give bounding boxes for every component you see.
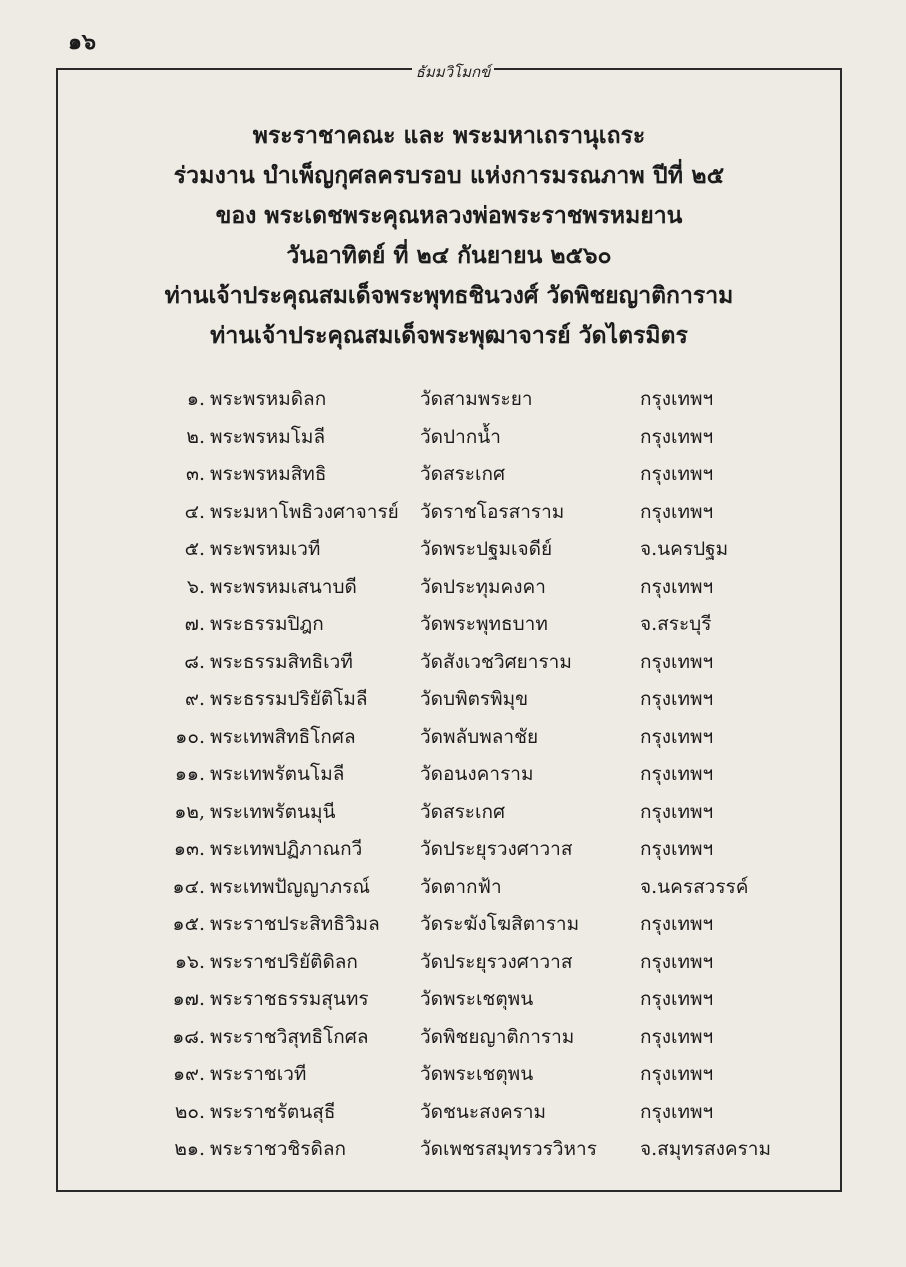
list-item-temple: วัดพระพุทธบาท bbox=[420, 613, 548, 635]
list-item-number: ๑๙. bbox=[172, 1063, 205, 1085]
list-item-temple: วัดพระเชตุพน bbox=[420, 1063, 534, 1085]
heading-block bbox=[56, 116, 842, 356]
list-item-name: พระราชรัตนสุธี bbox=[210, 1100, 336, 1123]
list-item-temple: วัดปากน้ำ bbox=[420, 425, 501, 448]
list-item-name: พระพรหมเสนาบดี bbox=[210, 575, 357, 598]
list-item-city: กรุงเทพฯ bbox=[640, 688, 714, 710]
list-item-number: ๑๑. bbox=[174, 763, 205, 785]
list-item-number: ๘. bbox=[184, 650, 205, 673]
heading-line-4: วันอาทิตย์ ที่ ๒๔ กันยายน ๒๕๖๐ bbox=[286, 242, 612, 269]
list-item-number: ๙. bbox=[185, 688, 205, 710]
list-item-temple: วัดเพชรสมุทรวรวิหาร bbox=[420, 1138, 597, 1160]
list-item-name: พระราชปริยัติดิลก bbox=[210, 950, 358, 973]
list-item-city: จ.นครปฐม bbox=[640, 538, 729, 560]
list-item-name: พระเทพรัตนมุนี bbox=[210, 800, 336, 823]
list-item-temple: วัดสระเกศ bbox=[420, 800, 506, 823]
list-item-number: ๑๗. bbox=[172, 988, 205, 1010]
list-item-number: ๑๘. bbox=[172, 1025, 205, 1048]
list-item-temple: วัดประยุรวงศาวาส bbox=[420, 950, 573, 973]
list-item-number: ๑๒, bbox=[174, 800, 205, 823]
list-item-number: ๓. bbox=[185, 463, 205, 485]
list-item-name: พระราชเวที bbox=[210, 1063, 307, 1085]
list-item-temple: วัดสระเกศ bbox=[420, 463, 506, 485]
list-item-name: พระราชประสิทธิวิมล bbox=[210, 913, 380, 935]
heading-line-6: ท่านเจ้าประคุณสมเด็จพระพุฒาจารย์ วัดไตรมิตร bbox=[210, 322, 688, 349]
list-item-number: ๒. bbox=[186, 425, 205, 448]
list-item-city: กรุงเทพฯ bbox=[640, 763, 714, 785]
list-item-city: กรุงเทพฯ bbox=[640, 1063, 714, 1085]
list-item-temple: วัดพิชยญาติการาม bbox=[420, 1025, 575, 1048]
list-item-city: กรุงเทพฯ bbox=[640, 1100, 714, 1123]
running-header-text: ธัมมวิโมกข์ bbox=[412, 63, 495, 81]
list-item-city: กรุงเทพฯ bbox=[640, 425, 714, 448]
list-item-city: กรุงเทพฯ bbox=[640, 838, 714, 860]
list-item-name: พระราชวิสุทธิโกศล bbox=[210, 1025, 369, 1048]
list-item-name: พระมหาโพธิวงศาจารย์ bbox=[210, 500, 399, 523]
list-item-temple: วัดสามพระยา bbox=[420, 388, 533, 410]
list-item-name: พระพรหมโมลี bbox=[210, 425, 326, 448]
list-item-city: กรุงเทพฯ bbox=[640, 725, 714, 748]
list-item-city: กรุงเทพฯ bbox=[640, 913, 714, 935]
list-item-name: พระธรรมปริยัติโมลี bbox=[210, 688, 368, 710]
list-item-temple: วัดพระปฐมเจดีย์ bbox=[420, 538, 553, 560]
list-item-number: ๖. bbox=[186, 575, 205, 598]
list-item-city: กรุงเทพฯ bbox=[640, 500, 714, 523]
list-item-city: จ.สระบุรี bbox=[640, 613, 712, 635]
list-item-number: ๑๐. bbox=[175, 725, 205, 748]
list-item-city: กรุงเทพฯ bbox=[640, 388, 714, 410]
list-item-number: ๑๖. bbox=[174, 950, 205, 973]
list-item-number: ๑. bbox=[186, 388, 205, 410]
list-item-city: กรุงเทพฯ bbox=[640, 800, 714, 823]
heading-line-1: พระราชาคณะ และ พระมหาเถรานุเถระ bbox=[252, 122, 646, 149]
list-item-city: จ.นครสวรรค์ bbox=[640, 875, 749, 898]
list-item-name: พระธรรมสิทธิเวที bbox=[210, 650, 353, 673]
list-item-number: ๑๕. bbox=[172, 913, 205, 935]
list-item-name: พระพรหมเวที bbox=[210, 538, 321, 560]
list-item-city: กรุงเทพฯ bbox=[640, 1025, 714, 1048]
list-item-temple: วัดบพิตรพิมุข bbox=[420, 688, 529, 710]
page-number: ๑๖ bbox=[68, 29, 96, 55]
list-item-city: กรุงเทพฯ bbox=[640, 463, 714, 485]
list-item-name: พระเทพปฏิภาณกวี bbox=[210, 838, 363, 860]
heading-line-2: ร่วมงาน บำเพ็ญกุศลครบรอบ แห่งการมรณภาพ ปีที่ ๒๕ bbox=[173, 162, 725, 189]
list-item-city: กรุงเทพฯ bbox=[640, 988, 714, 1010]
list-item-number: ๑๓. bbox=[173, 838, 205, 860]
list-item-number: ๑๔. bbox=[172, 875, 205, 898]
list-item-number: ๒๐. bbox=[174, 1100, 205, 1123]
list-item-temple: วัดอนงคาราม bbox=[420, 763, 534, 785]
list-item-number: ๔. bbox=[184, 500, 205, 523]
list-item-city: กรุงเทพฯ bbox=[640, 650, 714, 673]
list-item-temple: วัดระฆังโฆสิตาราม bbox=[420, 913, 580, 935]
list-item-name: พระพรหมดิลก bbox=[210, 388, 327, 410]
list-item-temple: วัดประยุรวงศาวาส bbox=[420, 838, 573, 860]
list-item-number: ๗. bbox=[184, 613, 205, 635]
list-item-name: พระราชธรรมสุนทร bbox=[210, 988, 369, 1010]
heading-line-3: ของ พระเดชพระคุณหลวงพ่อพระราชพรหมยาน bbox=[215, 202, 683, 229]
list-item-temple: วัดราชโอรสาราม bbox=[420, 500, 565, 523]
heading-line-5: ท่านเจ้าประคุณสมเด็จพระพุทธชินวงศ์ วัดพิชยญาติการาม bbox=[164, 282, 734, 309]
list-item-temple: วัดประทุมคงคา bbox=[420, 575, 546, 598]
list-item-name: พระราชวชิรดิลก bbox=[210, 1138, 346, 1160]
list-item-number: ๕. bbox=[184, 538, 205, 560]
running-header bbox=[0, 60, 906, 84]
list-item-city: กรุงเทพฯ bbox=[640, 950, 714, 973]
list-item-temple: วัดชนะสงคราม bbox=[420, 1100, 547, 1123]
list-item-name: พระเทพรัตนโมลี bbox=[210, 763, 345, 785]
list-item-temple: วัดตากฟ้า bbox=[420, 875, 502, 898]
list-item-name: พระเทพสิทธิโกศล bbox=[210, 725, 356, 748]
list-item-temple: วัดพระเชตุพน bbox=[420, 988, 534, 1010]
list-item-number: ๒๑. bbox=[174, 1138, 205, 1160]
list-item-name: พระเทพปัญญาภรณ์ bbox=[210, 875, 370, 898]
list-item-city: กรุงเทพฯ bbox=[640, 575, 714, 598]
list-item-temple: วัดพลับพลาชัย bbox=[420, 725, 539, 748]
list-item-city: จ.สมุทรสงคราม bbox=[640, 1138, 772, 1160]
list-item-name: พระพรหมสิทธิ bbox=[210, 463, 327, 485]
list-item-name: พระธรรมปิฎก bbox=[210, 613, 324, 635]
list-item-temple: วัดสังเวชวิศยาราม bbox=[420, 650, 572, 673]
